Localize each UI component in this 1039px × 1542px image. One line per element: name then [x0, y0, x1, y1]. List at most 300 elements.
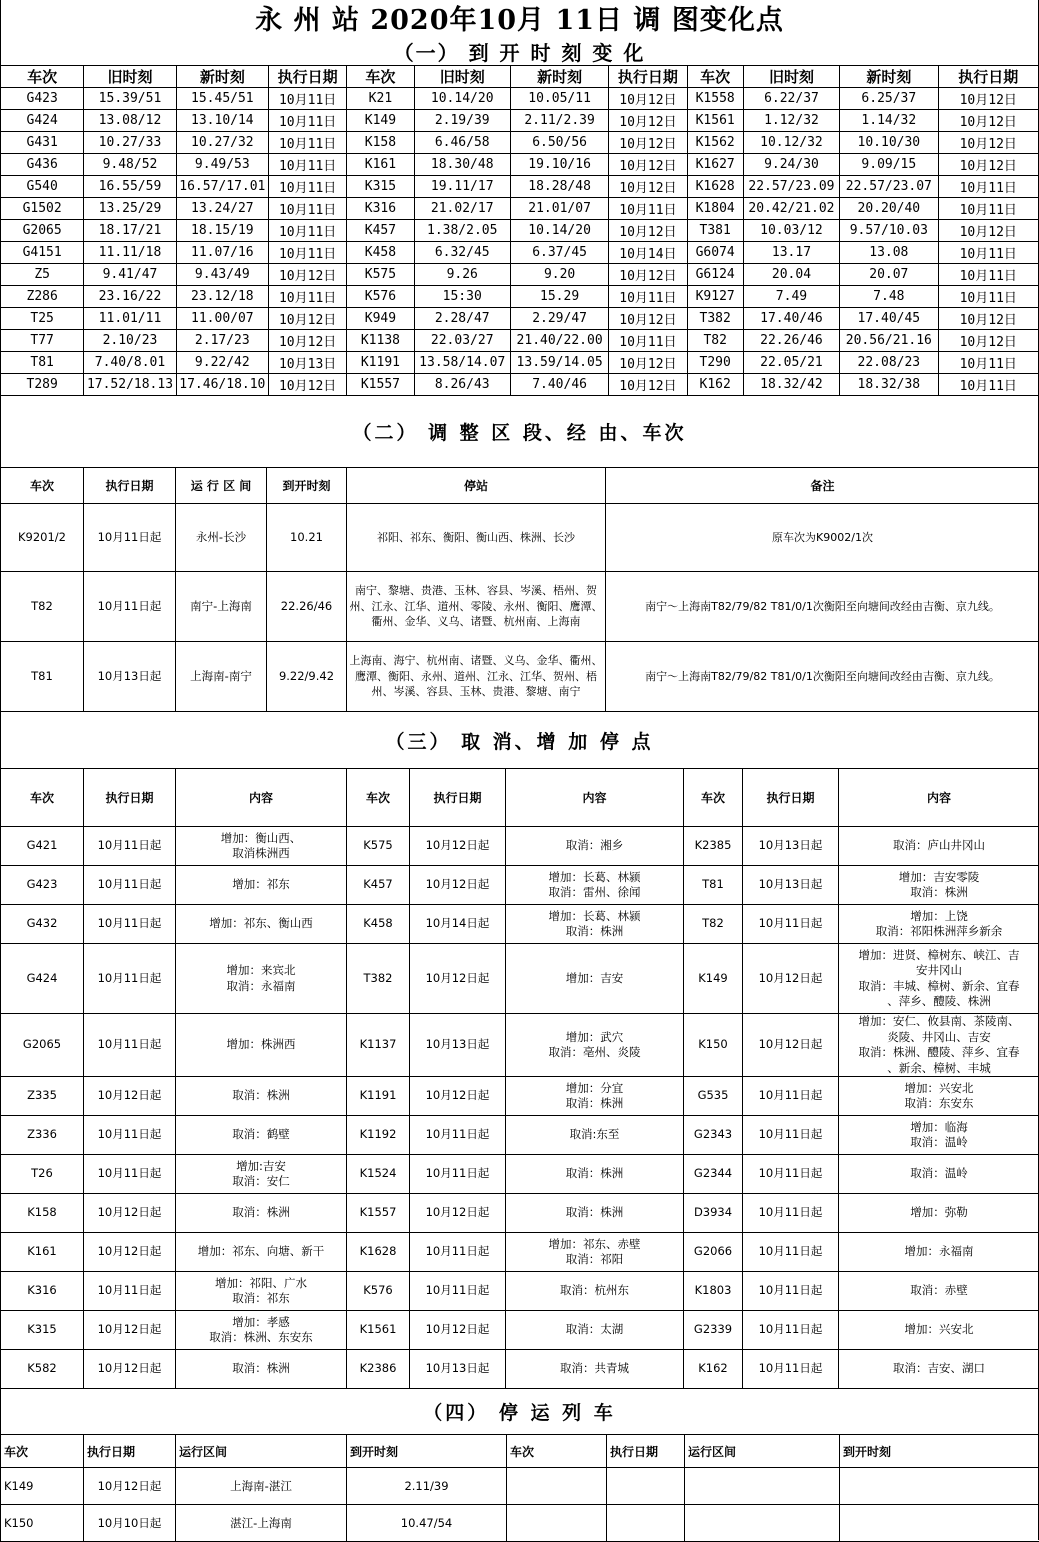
table-cell: K1562	[687, 132, 743, 154]
table-cell: 21.01/07	[510, 198, 608, 220]
table-cell: 15.45/51	[176, 88, 268, 110]
table-cell: 10月14日起	[410, 905, 506, 944]
table-cell: 10月11日	[938, 198, 1038, 220]
column-header: 执行日期	[607, 1435, 685, 1468]
table-cell: 10月11日起	[410, 1116, 506, 1155]
table-cell: 10月12日	[609, 88, 687, 110]
column-header: 到开时刻	[840, 1435, 1039, 1468]
table-cell: K575	[347, 264, 414, 286]
table-cell: 10月12日	[269, 308, 347, 330]
suspended-trains-table	[0, 1434, 1039, 1542]
table-cell: 6.25/37	[840, 88, 938, 110]
table-cell: 10月12日	[938, 110, 1038, 132]
table-cell: 10月12日	[938, 88, 1038, 110]
table-cell: K149	[684, 944, 743, 1014]
table-cell: K161	[347, 154, 414, 176]
section-2-title: （二） 调 整 区 段、经 由、车次	[352, 422, 687, 444]
column-header: 内容	[176, 769, 347, 827]
table-cell: K1628	[687, 176, 743, 198]
table-cell: 10月11日	[269, 176, 347, 198]
table-row	[1, 220, 1039, 242]
table-cell: 10月12日	[609, 308, 687, 330]
table-cell: 10月12日	[269, 374, 347, 396]
table-row	[1, 1311, 1039, 1350]
table-row	[1, 286, 1039, 308]
table-cell: K576	[347, 286, 414, 308]
table-cell: 10月13日起	[743, 866, 839, 905]
table-row	[1, 308, 1039, 330]
table-cell: 10.12/32	[743, 132, 839, 154]
table-cell: 增加：长葛、林颍 取消：株洲	[506, 905, 684, 944]
column-header: 新时刻	[510, 66, 608, 88]
table-cell: T26	[1, 1155, 84, 1194]
table-cell: 21.02/17	[414, 198, 510, 220]
table-row	[1, 1077, 1039, 1116]
table-cell: 上海南-南宁	[176, 642, 267, 712]
table-cell: T82	[687, 330, 743, 352]
table-cell: 10月14日	[609, 242, 687, 264]
table-cell: 6.46/58	[414, 132, 510, 154]
table-cell: 10月11日起	[743, 1233, 839, 1272]
table-cell: 15.39/51	[84, 88, 176, 110]
table-cell: 10月12日起	[84, 1311, 176, 1350]
table-header-row	[1, 769, 1039, 827]
table-cell: K161	[1, 1233, 84, 1272]
column-header: 车次	[347, 769, 410, 827]
table-cell: 湛江-上海南	[176, 1505, 347, 1542]
table-cell: G424	[1, 944, 84, 1014]
table-cell: K2385	[684, 827, 743, 866]
table-header-row	[1, 66, 1039, 88]
table-cell: 10月11日起	[84, 1272, 176, 1311]
table-cell: 10.14/20	[414, 88, 510, 110]
table-cell: 19.10/16	[510, 154, 608, 176]
table-cell: 增加：进贤、樟树东、峡江、吉 安井冈山 取消：丰城、樟树、新余、宜春 、萍乡、醴陵、株洲	[839, 944, 1039, 1014]
table-cell: 23.12/18	[176, 286, 268, 308]
table-cell: 18.32/38	[840, 374, 938, 396]
table-cell: G2339	[684, 1311, 743, 1350]
table-cell: K1524	[347, 1155, 410, 1194]
table-cell: 6.50/56	[510, 132, 608, 154]
table-cell: 11.07/16	[176, 242, 268, 264]
column-header: 内容	[506, 769, 684, 827]
table-cell: 10月11日	[938, 264, 1038, 286]
table-cell: 取消：吉安、湖口	[839, 1350, 1039, 1389]
table-cell: 10.27/33	[84, 132, 176, 154]
table-cell: 10月12日	[938, 220, 1038, 242]
table-cell: K21	[347, 88, 414, 110]
table-cell: 10月11日起	[84, 1155, 176, 1194]
table-cell: 10月11日起	[84, 1014, 176, 1077]
table-cell: T82	[684, 905, 743, 944]
table-cell	[840, 1505, 1039, 1542]
table-cell: K582	[1, 1350, 84, 1389]
table-cell: 13.25/29	[84, 198, 176, 220]
table-cell: 增加：永福南	[839, 1233, 1039, 1272]
table-cell: K576	[347, 1272, 410, 1311]
table-cell: T382	[347, 944, 410, 1014]
table-row	[1, 504, 1039, 572]
table-cell: 10月12日起	[84, 1350, 176, 1389]
table-cell: 10.14/20	[510, 220, 608, 242]
table-cell	[685, 1505, 840, 1542]
section-1-title: （一） 到 开 时 刻 变 化	[393, 41, 646, 65]
table-cell: 10月13日起	[410, 1350, 506, 1389]
table-cell: 取消：庐山井冈山	[839, 827, 1039, 866]
table-cell: 18.28/48	[510, 176, 608, 198]
table-cell: K315	[1, 1311, 84, 1350]
table-cell: 6.22/37	[743, 88, 839, 110]
table-header-row	[1, 1435, 1039, 1468]
table-cell: G2344	[684, 1155, 743, 1194]
table-cell: 10月12日	[938, 330, 1038, 352]
table-row	[1, 827, 1039, 866]
table-cell: K9127	[687, 286, 743, 308]
table-cell	[607, 1468, 685, 1505]
table-cell: 20.56/21.16	[840, 330, 938, 352]
table-cell: 10月11日	[269, 88, 347, 110]
table-cell: T81	[1, 642, 84, 712]
stop-changes-table	[0, 768, 1039, 1389]
table-cell: 增加：祁东、衡山西	[176, 905, 347, 944]
table-cell: 增加：兴安北	[839, 1311, 1039, 1350]
table-cell: 10月11日起	[410, 1155, 506, 1194]
table-row	[1, 352, 1039, 374]
table-cell: K150	[684, 1014, 743, 1077]
table-cell: 增加：武穴 取消：亳州、炎陵	[506, 1014, 684, 1077]
table-cell: 10月13日起	[410, 1014, 506, 1077]
table-cell: 10月12日	[609, 220, 687, 242]
table-cell: K458	[347, 242, 414, 264]
table-cell: 22.05/21	[743, 352, 839, 374]
table-cell: 1.12/32	[743, 110, 839, 132]
table-cell: T289	[1, 374, 84, 396]
table-cell: K316	[1, 1272, 84, 1311]
table-cell: 11.01/11	[84, 308, 176, 330]
table-cell: K1804	[687, 198, 743, 220]
column-header: 执行日期	[609, 66, 687, 88]
table-cell: 10月11日	[269, 286, 347, 308]
table-cell: 9.49/53	[176, 154, 268, 176]
column-header: 车次	[1, 468, 84, 504]
table-cell: 9.41/47	[84, 264, 176, 286]
table-cell: 9.57/10.03	[840, 220, 938, 242]
table-cell: K949	[347, 308, 414, 330]
table-cell: G432	[1, 905, 84, 944]
column-header: 车次	[687, 66, 743, 88]
column-header: 车次	[1, 66, 84, 88]
table-cell: 取消：赤壁	[839, 1272, 1039, 1311]
table-cell: 2.10/23	[84, 330, 176, 352]
table-cell: 增加：祁阳、广水 取消：祁东	[176, 1272, 347, 1311]
column-header: 执行日期	[84, 769, 176, 827]
table-cell: 10月12日起	[410, 944, 506, 1014]
table-cell: 10月11日起	[410, 1272, 506, 1311]
table-cell: 15.29	[510, 286, 608, 308]
table-cell: 10月11日	[609, 330, 687, 352]
column-header: 车次	[684, 769, 743, 827]
table-cell: K1192	[347, 1116, 410, 1155]
section-4-title: （四） 停 运 列 车	[423, 1402, 616, 1424]
column-header: 执行日期	[84, 1435, 176, 1468]
table-cell: 20.42/21.02	[743, 198, 839, 220]
table-cell: K575	[347, 827, 410, 866]
table-cell: 7.49	[743, 286, 839, 308]
table-cell: 增加：衡山西、 取消株洲西	[176, 827, 347, 866]
table-cell: 10月11日起	[410, 1233, 506, 1272]
table-cell: T82	[1, 572, 84, 642]
table-cell: K1191	[347, 1077, 410, 1116]
table-cell: 16.55/59	[84, 176, 176, 198]
table-cell	[507, 1505, 607, 1542]
table-cell: 10月11日	[609, 198, 687, 220]
table-cell: 7.48	[840, 286, 938, 308]
table-cell: 南宁～上海南T82/79/82 T81/0/1次衡阳至向塘间改经由吉衡、京九线。	[606, 642, 1039, 712]
table-cell: G2343	[684, 1116, 743, 1155]
table-cell: 6.37/45	[510, 242, 608, 264]
column-header: 到开时刻	[267, 468, 347, 504]
table-cell: 1.14/32	[840, 110, 938, 132]
table-cell: G431	[1, 132, 84, 154]
table-cell: 10月12日	[609, 264, 687, 286]
table-cell: 10月11日起	[743, 1155, 839, 1194]
table-row	[1, 242, 1039, 264]
table-cell: 9.43/49	[176, 264, 268, 286]
table-cell: 10月12日	[609, 132, 687, 154]
table-cell: 增加：弥勒	[839, 1194, 1039, 1233]
table-cell: 20.07	[840, 264, 938, 286]
table-cell: 10月11日起	[743, 905, 839, 944]
table-row	[1, 642, 1039, 712]
table-cell: 13.24/27	[176, 198, 268, 220]
table-cell: 上海南-湛江	[176, 1468, 347, 1505]
table-cell: K1561	[687, 110, 743, 132]
table-cell: 16.57/17.01	[176, 176, 268, 198]
table-cell: 13.10/14	[176, 110, 268, 132]
table-cell: 10月12日起	[410, 827, 506, 866]
table-cell: 17.52/18.13	[84, 374, 176, 396]
table-row	[1, 198, 1039, 220]
table-cell: 南宁～上海南T82/79/82 T81/0/1次衡阳至向塘间改经由吉衡、京九线。	[606, 572, 1039, 642]
table-row	[1, 176, 1039, 198]
table-cell: 10月11日起	[84, 905, 176, 944]
table-cell: 取消：株洲	[176, 1077, 347, 1116]
table-cell: 7.40/8.01	[84, 352, 176, 374]
column-header: 停站	[347, 468, 606, 504]
table-cell: 10月11日	[269, 242, 347, 264]
table-cell: 10月11日起	[84, 827, 176, 866]
table-cell: T81	[1, 352, 84, 374]
table-cell: 15:30	[414, 286, 510, 308]
section-3-title: （三） 取 消、增 加 停 点	[385, 731, 654, 753]
table-cell: 10月11日起	[84, 1116, 176, 1155]
table-cell	[840, 1468, 1039, 1505]
table-cell: 10月13日起	[84, 642, 176, 712]
table-cell: 10月11日起	[84, 866, 176, 905]
table-cell: 9.24/30	[743, 154, 839, 176]
table-cell: 10.10/30	[840, 132, 938, 154]
table-cell: 13.08	[840, 242, 938, 264]
table-cell: 10月11日	[938, 242, 1038, 264]
table-cell: 2.11/2.39	[510, 110, 608, 132]
table-cell: 10月12日	[938, 308, 1038, 330]
table-cell: 增加：孝感 取消：株洲、东安东	[176, 1311, 347, 1350]
table-row	[1, 1272, 1039, 1311]
table-cell: 10月11日	[269, 154, 347, 176]
table-cell: K1628	[347, 1233, 410, 1272]
column-header: 新时刻	[176, 66, 268, 88]
table-cell: 增加:吉安 取消：安仁	[176, 1155, 347, 1194]
table-cell: 取消：温岭	[839, 1155, 1039, 1194]
table-cell: 增加：祁东	[176, 866, 347, 905]
table-cell: 2.29/47	[510, 308, 608, 330]
table-cell: 10月11日起	[743, 1272, 839, 1311]
timing-changes-table	[0, 65, 1039, 396]
table-cell: 10月11日	[938, 286, 1038, 308]
table-cell: K1138	[347, 330, 414, 352]
table-cell: G421	[1, 827, 84, 866]
table-cell: 21.40/22.00	[510, 330, 608, 352]
table-cell: 17.40/46	[743, 308, 839, 330]
table-cell: 10月11日	[938, 374, 1038, 396]
table-row	[1, 264, 1039, 286]
table-cell: 18.17/21	[84, 220, 176, 242]
table-row	[1, 1194, 1039, 1233]
table-row	[1, 330, 1039, 352]
table-cell: 10月12日起	[84, 1233, 176, 1272]
table-cell: 10月12日	[609, 110, 687, 132]
table-cell: K458	[347, 905, 410, 944]
table-cell: K1558	[687, 88, 743, 110]
table-row	[1, 88, 1039, 110]
column-header: 车次	[507, 1435, 607, 1468]
table-cell: 18.30/48	[414, 154, 510, 176]
column-header: 到开时刻	[347, 1435, 507, 1468]
table-cell: G2065	[1, 220, 84, 242]
table-cell: T382	[687, 308, 743, 330]
page-title: 永 州 站 2020年10月 11日 调 图变化点	[255, 5, 784, 36]
table-cell: 22.03/27	[414, 330, 510, 352]
table-cell: 永州-长沙	[176, 504, 267, 572]
table-cell: G436	[1, 154, 84, 176]
table-row	[1, 374, 1039, 396]
table-row	[1, 1233, 1039, 1272]
table-row	[1, 1505, 1039, 1542]
table-cell: K150	[1, 1505, 84, 1542]
column-header: 新时刻	[840, 66, 938, 88]
table-cell: 10月11日起	[743, 1350, 839, 1389]
table-cell: D3934	[684, 1194, 743, 1233]
table-cell: 10月12日	[269, 264, 347, 286]
table-cell: K1627	[687, 154, 743, 176]
column-header: 执行日期	[269, 66, 347, 88]
table-cell: 取消：太湖	[506, 1311, 684, 1350]
table-cell: 11.00/07	[176, 308, 268, 330]
table-cell: 10月13日起	[743, 827, 839, 866]
table-cell: 10.05/11	[510, 88, 608, 110]
table-cell: 取消：鹤壁	[176, 1116, 347, 1155]
table-cell: 10月11日起	[84, 944, 176, 1014]
table-cell: 10月12日	[609, 374, 687, 396]
table-cell: G2066	[684, 1233, 743, 1272]
column-header: 执行日期	[84, 468, 176, 504]
table-header-row	[1, 468, 1039, 504]
column-header: 运行区间	[176, 1435, 347, 1468]
table-cell: 10月11日起	[743, 1077, 839, 1116]
column-header: 执行日期	[410, 769, 506, 827]
table-cell: 10.27/32	[176, 132, 268, 154]
table-cell: 10月12日	[938, 132, 1038, 154]
table-cell: G423	[1, 88, 84, 110]
table-row	[1, 905, 1039, 944]
table-cell: 原车次为K9002/1次	[606, 504, 1039, 572]
table-cell: 10月13日	[269, 352, 347, 374]
table-cell: 1.38/2.05	[414, 220, 510, 242]
table-cell: 10.03/12	[743, 220, 839, 242]
table-cell: 10月11日起	[743, 1311, 839, 1350]
table-row	[1, 1155, 1039, 1194]
column-header: 车次	[347, 66, 414, 88]
table-cell: Z336	[1, 1116, 84, 1155]
table-cell: 10.21	[267, 504, 347, 572]
table-cell: 10月11日	[938, 176, 1038, 198]
table-cell: 17.40/45	[840, 308, 938, 330]
table-cell: 13.58/14.07	[414, 352, 510, 374]
table-cell: 9.48/52	[84, 154, 176, 176]
table-cell: 取消：株洲	[176, 1350, 347, 1389]
table-cell: 10月11日起	[84, 504, 176, 572]
table-cell: 10月12日	[609, 176, 687, 198]
table-cell: T290	[687, 352, 743, 374]
table-cell: 13.17	[743, 242, 839, 264]
column-header: 运 行 区 间	[176, 468, 267, 504]
table-cell: K9201/2	[1, 504, 84, 572]
table-row	[1, 1350, 1039, 1389]
column-header: 执行日期	[743, 769, 839, 827]
table-cell: 增加：安仁、攸县南、茶陵南、 炎陵、井冈山、吉安 取消：株洲、醴陵、萍乡、宜春 、新余、樟树、丰城	[839, 1014, 1039, 1077]
table-row	[1, 132, 1039, 154]
column-header: 车次	[1, 769, 84, 827]
table-cell: 10月12日起	[410, 1194, 506, 1233]
table-cell: K457	[347, 866, 410, 905]
table-row	[1, 866, 1039, 905]
table-cell: 13.08/12	[84, 110, 176, 132]
table-cell: 取消：共青城	[506, 1350, 684, 1389]
table-cell: 增加：长葛、林颍 取消：雷州、徐闻	[506, 866, 684, 905]
table-cell: K162	[684, 1350, 743, 1389]
column-header: 运行区间	[685, 1435, 840, 1468]
table-cell: 10月11日	[269, 110, 347, 132]
table-cell: 18.15/19	[176, 220, 268, 242]
table-cell: Z286	[1, 286, 84, 308]
table-cell: 增加：祁东、向塘、新干	[176, 1233, 347, 1272]
table-cell: 10月11日	[609, 286, 687, 308]
table-cell	[685, 1468, 840, 1505]
table-cell: K1137	[347, 1014, 410, 1077]
table-cell: 23.16/22	[84, 286, 176, 308]
table-cell: 10.47/54	[347, 1505, 507, 1542]
table-cell: K1557	[347, 374, 414, 396]
table-cell: K457	[347, 220, 414, 242]
table-cell: T25	[1, 308, 84, 330]
table-cell: K316	[347, 198, 414, 220]
table-cell: 取消:东至	[506, 1116, 684, 1155]
table-cell: 取消：杭州东	[506, 1272, 684, 1311]
table-cell: 增加：祁东、赤壁 取消：祁阳	[506, 1233, 684, 1272]
table-cell: K149	[347, 110, 414, 132]
table-cell: 6.32/45	[414, 242, 510, 264]
column-header: 旧时刻	[743, 66, 839, 88]
